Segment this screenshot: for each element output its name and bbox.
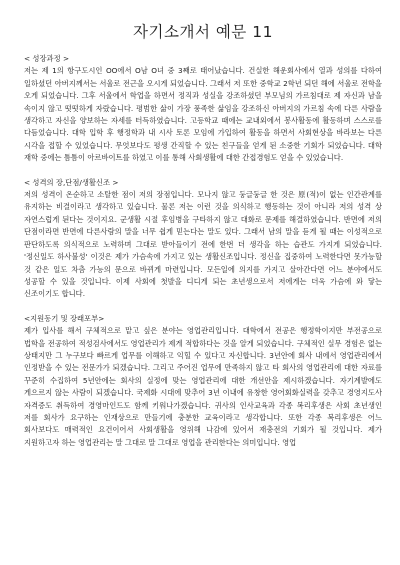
- document-title: 자기소개서 예문 11: [133, 23, 273, 41]
- section-heading-motivation: <지원동기 및 장래포부>: [24, 313, 105, 323]
- section-personality: [24, 177, 382, 301]
- section-body-growth: 저는 제 1의 항구도시인 OO에서 O남 O녀 중 3째로 태어났습니다. 건실한 해운회사에서 열과 성의를 다하여 일하셨던 아버지께서는 서울로 전근을 오시게 되었습니다. 그래서 저 또한 중학교 2학년 되던 해에 서울로 전학을 오게 되었습니다. 그후 서울에서 학업을 하면서 정직과 성실을 강조하셨던 부모님의 가르침대로 제 자신과 남을 속이지 않고 떳떳하게 자랐습니다. 평범한 삶이 가장 풍족한 삶임을 강조하신 아버지의 가르침 속에 다른 사람을 생각하고 자신을 양보하는 자세를 터득하였습니다. 고등학교 때에는 교내외에서 봉사활동에 활동하며 스스로를 다듬었습니다. 대학 입학 후 행정학과 내 시사 토론 모임에 가입하여 활동을 하면서 사회현상을 바라보는 다른 시각을 접할 수 있었습니다. 무엇보다도 평생 간직할 수 있는 친구들을 얻게 된 소중한 기회가 되었습니다. 대학 재학 중에는 틈틈이 아르바이트를 하였고 이를 통해 사회생활에 대한 간접경험도 얻을 수 있었습니다.: [24, 66, 382, 163]
- section-body-motivation: 제가 입사를 해서 구체적으로 맡고 싶은 분야는 영업관리입니다. 대학에서 전공은 행정학이지만 부전공으로 법학을 전공하여 적성검사에서도 영업관리가 제게 적합하다는 것을 알게 되었습니다. 구체적인 실무 경험은 없는 상태지만 그 누구보다 빠르게 업무를 이해하고 익힐 수 있다고 자신합니다. 3년안에 회사 내에서 영업관리에서 인정받을 수 있는 전문가가 되겠습니다. 그리고 주어진 업무에 만족하지 않고 타 회사의 영업관리에 대한 자료를 꾸준히 수집하여 5년안에는 회사의 실정에 맞는 영업관리에 대한 개선안을 제시하겠습니다. 자기계발에도 게으르지 않는 사람이 되겠습니다. 국제화 시대에 맞추어 3년 이내에 유창한 영어회화실력을 갖추고 경영지도사 자격증도 취득하여 경영마인드도 함께 키워나가겠습니다. 귀사의 인사교육과 각종 복리후생은 사회 초년생인 저를 회사가 요구하는 인재상으로 만들기에 충분한 교육이라고 생각합니다. 또한 각종 복리후생은 어느 회사보다도 매력적인 요건이어서 사회생활을 영위해 나감에 있어서 재충전의 기회가 될 것입니다. 제가 지원하고자 하는 영업관리는 말 그대로 말 그대로 영업을 관리한다는 의미입니다. 영업: [24, 326, 382, 447]
- section-body-personality: 저의 성격이 온순하고 소탈한 점이 저의 장점입니다. 모나지 않고 둥글둥글 한 것은 原(적)이 없는 인간관계를 유지하는 비결이라고 생각하고 있습니다. 물론 저는 이런 것을 의식하고 행동하는 것이 아니라 저의 성격 상 자연스럽게 된다는 것이지요. 군생활 시절 후임병을 구타하지 않고 대화로 문제를 해결하였습니다. 반면에 저의 단점이라면 반면에 다른사람의 말을 너무 쉽게 믿는다는 말도 있다. 그래서 남의 말을 듣게 될 때는 이성적으로 판단하도록 의식적으로 노력하며 그대로 받아들이기 전에 한번 더 생각을 하는 습관도 가지게 되었습니다. '정신일도 하사불성' 이것은 제가 가슴속에 가지고 있는 생활신조입니다. 정신을 집중하여 노력한다면 못가능할 것 같은 일도 차츰 가능의 문으로 바뀌게 마련입니다. 모든일에 의지를 가지고 살아간다면 어느 분야에서도 성공할 수 있을 것입니다. 이제 사회에 첫발을 디디게 되는 초년생으로서 저에게는 더욱 가슴에 와 닿는 신조이기도 합니다.: [24, 190, 382, 299]
- section-heading-growth: < 성장과정 >: [24, 54, 70, 63]
- section-motivation: [24, 313, 382, 449]
- section-heading-personality: < 성격의 장,단점/생활신조 >: [24, 177, 119, 187]
- section-growth: [24, 53, 382, 165]
